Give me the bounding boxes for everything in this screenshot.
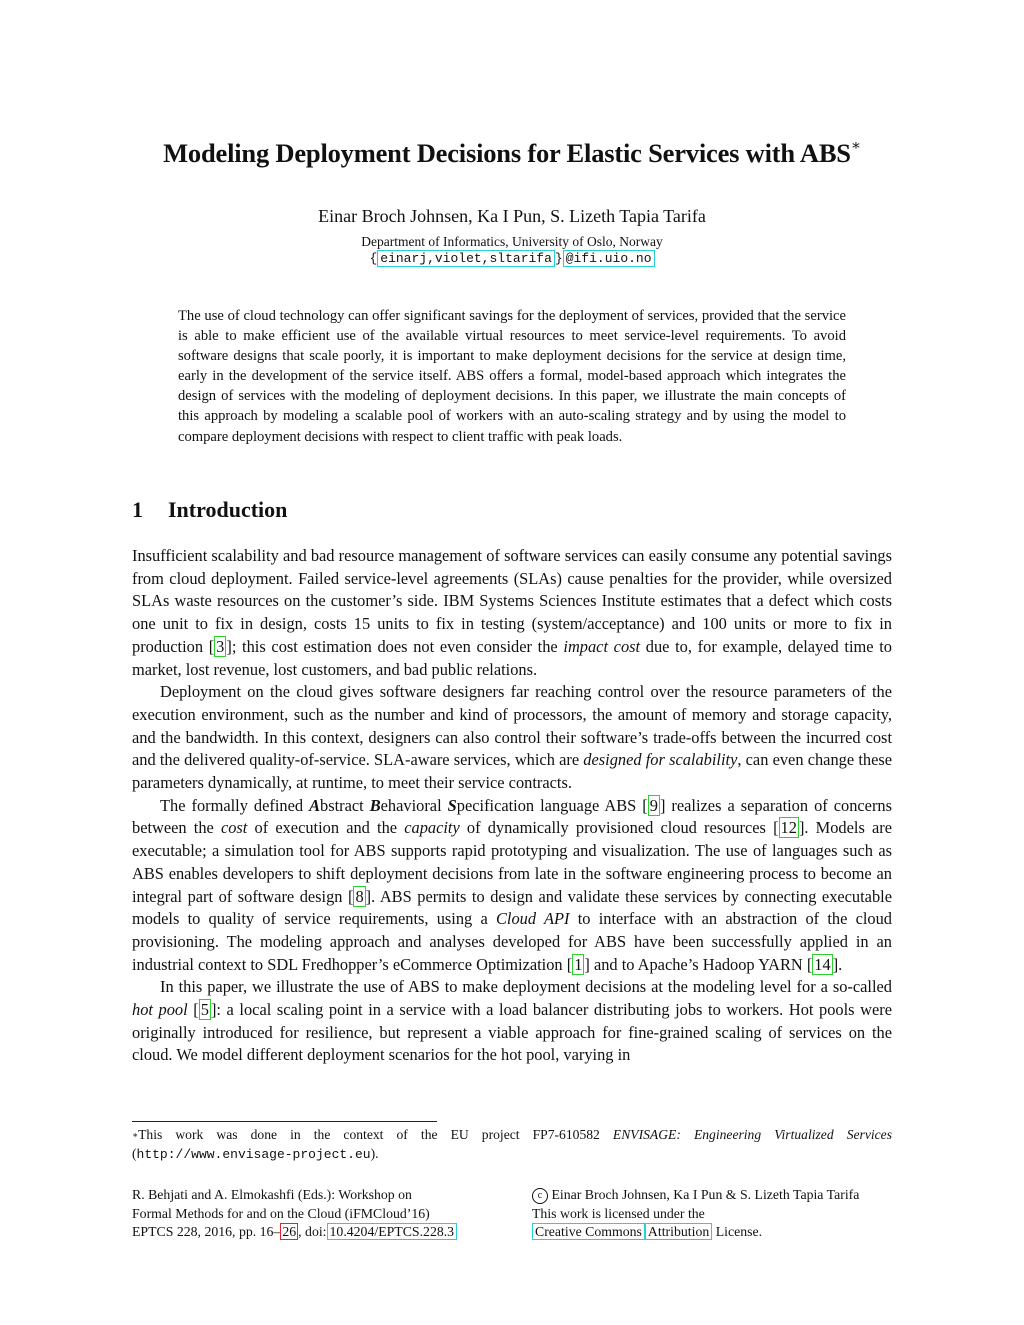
paragraph-2: Deployment on the cloud gives software designers far reaching control over the resource parameters of the execution environment, such as the number and kind of processors, the amount of memory and storage capacity, and the bandwidth. In this context, designers can also control their software’s trade-offs between the incurred cost and the delivered quality-of-service. SLA-aware services, which are designed for scalability, can even change these parameters dynamically, at runtime, to meet their service contracts. — [132, 682, 892, 793]
footer-license: c Einar Broch Johnsen, Ka I Pun & S. Lizeth Tapia Tarifa This work is licensed under the Creative Commons Attribution License. — [532, 1187, 860, 1239]
paragraph-3: The formally defined Abstract Behavioral Specification language ABS [ 9 ] realizes a separation of concerns between the cost of execution and the capacity of dynamically provisioned cloud resources [ 12 ]. Models are executable; a simulation tool for ABS supports rapid prototyping and visualization. The use of languages such as ABS enables developers to shift deployment decisions from late in the software engineering process to become an integral part of software design [ 8 ]. ABS permits to design and validate these services by connecting executable models to quality of service requirements, using a Cloud API to interface with an abstraction of the cloud provisioning. The modeling approach and analyses developed for ABS have been successfully applied in an industrial context to SDL Fredhopper’s eCommerce Optimization [ 1 ] and to Apache’s Hadoop YARN [ 14 ]. — [132, 795, 893, 974]
intro-body — [132, 545, 892, 1067]
citation-12[interactable]: 12 — [780, 818, 797, 838]
citation-14[interactable]: 14 — [814, 954, 831, 974]
email-names-link[interactable]: einarj,violet,sltarifa — [377, 250, 555, 267]
footnote: ∗This work was done in the context of the EU project FP7-610582 ENVISAGE: Engineering Virtualized Services (http://www.envisage-project.eu). — [132, 1127, 892, 1162]
emails: { einarj,violet,sltarifa } @ifi.uio.no — [132, 251, 892, 266]
doi-link[interactable]: 10.4204/EPTCS.228.3 — [327, 1223, 458, 1240]
authors: Einar Broch Johnsen, Ka I Pun, S. Lizeth Tapia Tarifa — [318, 206, 706, 226]
title-footnote-mark[interactable]: ∗ — [850, 138, 861, 154]
creative-commons-link[interactable]: Creative Commons — [532, 1223, 645, 1240]
paper-title: Modeling Deployment Decisions for Elastic Services with ABS∗ — [163, 138, 861, 168]
citation-8[interactable]: 8 — [355, 886, 364, 906]
citation-5[interactable]: 5 — [200, 1000, 209, 1020]
abstract: The use of cloud technology can offer significant savings for the deployment of services, provided that the service is able to make efficient use of the available virtual resources to meet service-level requirements. To avoid software designs that scale poorly, it is important to make deployment decisions for the service at design time, early in the development of the service itself. ABS offers a formal, model-based approach which integrates the design of services with the modeling of deployment decisions. In this paper, we illustrate the main concepts of this approach by modeling a scalable pool of workers with an auto-scaling strategy and by using the model to compare deployment decisions with respect to client traffic with peak loads. — [178, 308, 846, 445]
section-number: 1 — [132, 497, 143, 522]
copyright-icon: c — [532, 1188, 548, 1204]
project-url[interactable]: http://www.envisage-project.eu — [136, 1146, 371, 1162]
citation-9[interactable]: 9 — [649, 795, 658, 815]
last-page-link[interactable]: 26 — [282, 1224, 297, 1239]
affiliation: Department of Informatics, University of Oslo, Norway — [361, 234, 663, 249]
email-domain-link[interactable]: @ifi.uio.no — [563, 250, 655, 267]
citation-3[interactable]: 3 — [216, 636, 225, 656]
paragraph-1: Insufficient scalability and bad resource management of software services can easily consume any potential savings from cloud deployment. Failed service-level agreements (SLAs) cause penalties for the provider, while oversized SLAs waste resources on the customer’s side. IBM Systems Sciences Institute estimates that a defect which costs one unit to fix in design, costs 15 units to fix in testing (system/acceptance) and 100 units or more to fix in production [ 3 ]; this cost estimation does not even consider the impact cost due to, for example, delayed time to market, lost revenue, lost customers, and bad public relations. — [132, 546, 892, 679]
footer-citation: R. Behjati and A. Elmokashfi (Eds.): Workshop on Formal Methods for and on the Cloud (iFMCloud’16) EPTCS 228, 2016, pp. 16– 26 , doi: 10.4204/EPTCS.228.3 — [132, 1186, 512, 1242]
footnote-rule — [132, 1121, 437, 1122]
paragraph-4: In this paper, we illustrate the use of ABS to make deployment decisions at the modeling level for a so-called hot pool [ 5 ]: a local scaling point in a service with a load balancer distributing jobs to workers. Hot pools were originally introduced for resilience, but represent a viable approach for fine-grained scaling of services on the cloud. We model different deployment scenarios for the hot pool, varying in — [132, 977, 892, 1065]
section-title: Introduction — [168, 497, 288, 522]
section-heading — [132, 497, 632, 523]
citation-1[interactable]: 1 — [574, 954, 583, 974]
attribution-link[interactable]: Attribution — [645, 1223, 712, 1240]
